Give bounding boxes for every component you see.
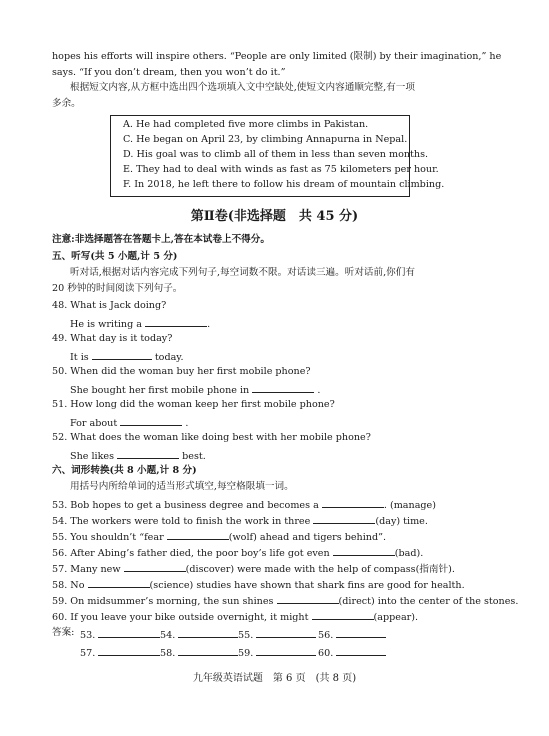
answer-line-50: She bought her first mobile phone in . [70, 382, 489, 398]
page-footer: 九年级英语试题 第 6 页 (共 8 页) [192, 673, 357, 684]
passage-instruction: 根据短文内容,从方框中选出四个选项填入文中空缺处,使短文内容通顺完整,有一项 [70, 82, 415, 93]
answer-field-57[interactable] [98, 645, 160, 656]
question-57: 57. Many new (discover) were made with the help of compass(指南针). [52, 561, 489, 577]
listening-heading: 五、听写(共 5 小题,计 5 分) [52, 251, 178, 262]
answer-line-49: It is today. [70, 349, 489, 365]
wordform-heading: 六、词形转换(共 8 小题,计 8 分) [52, 465, 197, 476]
question-55: 55. You shouldn’t “fear (wolf) ahead and tigers behind”. [52, 529, 489, 545]
question-51: 51. How long did the woman keep her first mobile phone? [52, 399, 335, 410]
wordform-instruction: 用括号内所给单词的适当形式填空,每空格限填一词。 [70, 481, 294, 492]
question-56: 56. After Abing’s father died, the poor boy’s life got even (bad). [52, 545, 489, 561]
answer-slot-55: 55. [238, 627, 316, 643]
passage-instruction-cont: 多余。 [52, 98, 81, 109]
answer-field-53[interactable] [98, 627, 160, 638]
answers-label: 答案: [52, 627, 75, 638]
question-53: 53. Bob hopes to get a business degree and becomes a . (manage) [52, 497, 489, 513]
answer-line-52: She likes best. [70, 448, 489, 464]
answer-line-48: He is writing a . [70, 316, 489, 332]
section-note: 注意:非选择题答在答题卡上,答在本试卷上不得分。 [52, 234, 270, 245]
option-d: D. His goal was to climb all of them in less than seven months. [123, 149, 429, 160]
answer-blank-48[interactable] [145, 316, 207, 327]
question-54: 54. The workers were told to finish the work in three (day) time. [52, 513, 489, 529]
passage-line-2: says. “If you don’t dream, then you won’t do it.” [52, 67, 286, 78]
answer-field-54[interactable] [178, 627, 238, 638]
answer-blank-52[interactable] [117, 448, 179, 459]
answer-slot-57: 57. [80, 645, 160, 661]
option-e: E. They had to deal with winds as fast as 75 kilometers per hour. [123, 164, 439, 175]
answer-slot-56: 56. [318, 627, 386, 643]
answer-slot-58: 58. [160, 645, 238, 661]
section-title: 第Ⅱ卷(非选择题 共 45 分) [190, 209, 359, 224]
blank-53[interactable] [322, 497, 384, 508]
answer-blank-51[interactable] [120, 415, 182, 426]
answer-field-58[interactable] [178, 645, 238, 656]
options-box [110, 115, 445, 197]
answer-blank-50[interactable] [252, 382, 314, 393]
answer-slot-60: 60. [318, 645, 386, 661]
question-59: 59. On midsummer’s morning, the sun shines (direct) into the center of the stones. [52, 593, 489, 609]
answer-field-56[interactable] [336, 627, 386, 638]
blank-56[interactable] [333, 545, 395, 556]
answer-slot-53: 53. [80, 627, 160, 643]
question-58: 58. No (science) studies have shown that shark fins are good for health. [52, 577, 489, 593]
option-a: A. He had completed five more climbs in Pakistan. [123, 119, 369, 130]
blank-59[interactable] [277, 593, 339, 604]
question-49: 49. What day is it today? [52, 333, 173, 344]
answer-blank-49[interactable] [92, 349, 152, 360]
option-c: C. He began on April 23, by climbing Annapurna in Nepal. [123, 134, 408, 145]
answer-slot-54: 54. [160, 627, 238, 643]
answer-field-60[interactable] [336, 645, 386, 656]
listening-instruction: 听对话,根据对话内容完成下列句子,每空词数不限。对话读三遍。听对话前,你们有 [70, 267, 415, 278]
answer-field-55[interactable] [256, 627, 316, 638]
question-48: 48. What is Jack doing? [52, 300, 167, 311]
question-52: 52. What does the woman like doing best with her mobile phone? [52, 432, 371, 443]
blank-57[interactable] [124, 561, 186, 572]
blank-58[interactable] [88, 577, 150, 588]
question-60: 60. If you leave your bike outside overnight, it might (appear). [52, 609, 489, 625]
blank-54[interactable] [313, 513, 375, 524]
answer-line-51: For about . [70, 415, 489, 431]
question-50: 50. When did the woman buy her first mobile phone? [52, 366, 311, 377]
option-f: F. In 2018, he left there to follow his dream of mountain climbing. [123, 179, 445, 190]
blank-55[interactable] [167, 529, 229, 540]
answer-slot-59: 59. [238, 645, 316, 661]
blank-60[interactable] [312, 609, 374, 620]
passage-line-1: hopes his efforts will inspire others. “People are only limited (限制) by their imagination,” he [52, 51, 502, 62]
listening-instruction-cont: 20 秒钟的时间阅读下列句子。 [52, 283, 183, 294]
answer-field-59[interactable] [256, 645, 316, 656]
